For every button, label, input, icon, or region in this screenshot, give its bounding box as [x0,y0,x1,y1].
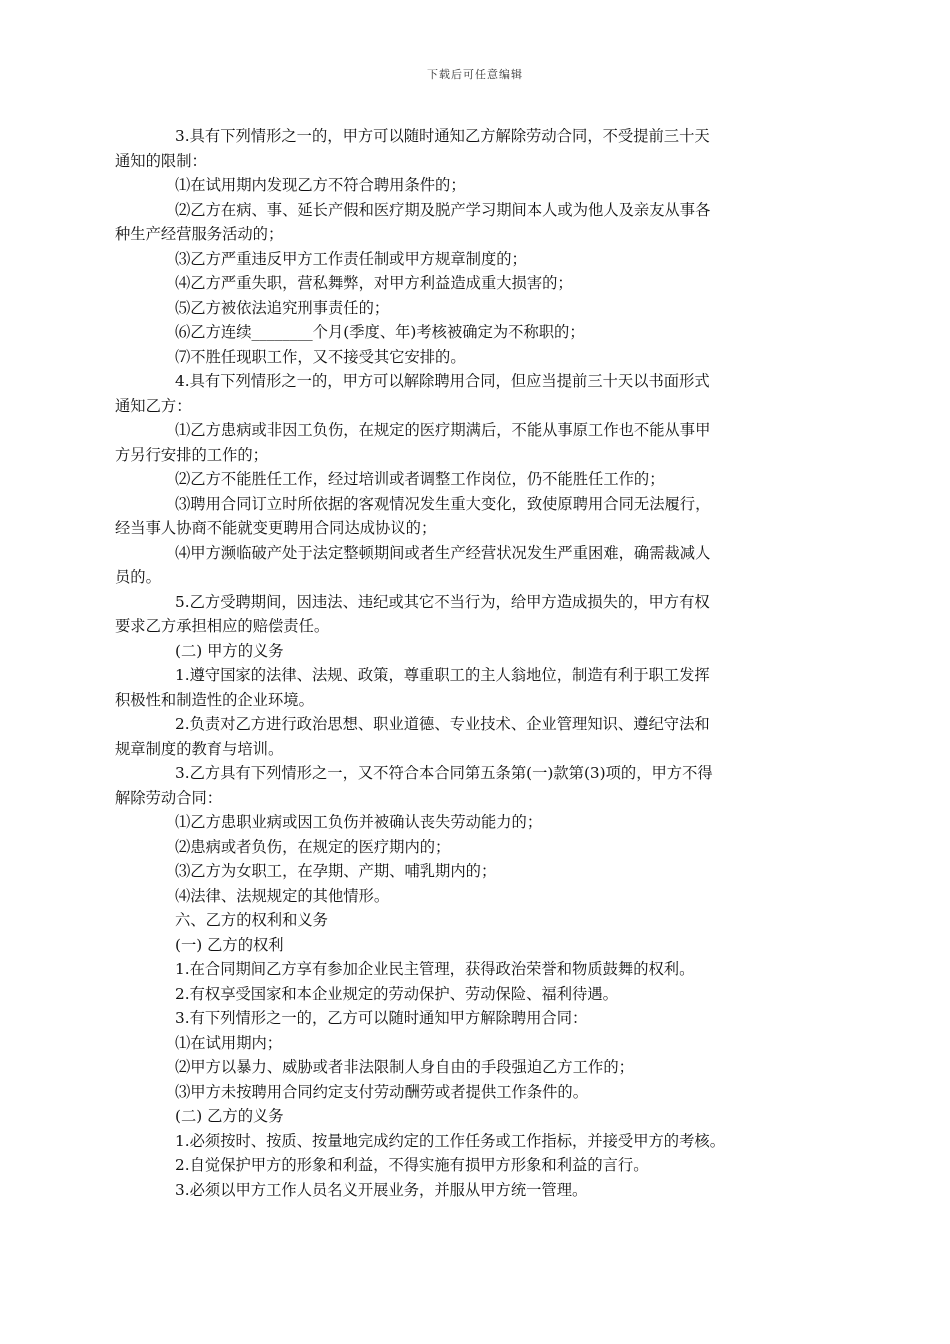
paragraph [145,639,809,664]
text-line: 六、乙方的权利和义务 [175,911,328,929]
paragraph [145,908,809,933]
paragraph [145,1104,809,1129]
text-line: 3.乙方具有下列情形之一，又不符合本合同第五条第(一)款第(3)项的，甲方不得 [175,764,713,782]
text-line: 方另行安排的工作的； [115,445,268,464]
page-header: 下载后可任意编辑 [427,68,523,81]
paragraph [145,859,809,884]
text-line: ⑶甲方未按聘用合同约定支付劳动酬劳或者提供工作条件的。 [175,1082,589,1101]
text-line: 经当事人协商不能就变更聘用合同达成协议的； [115,519,437,537]
text-line: 2.负责对乙方进行政治思想、职业道德、专业技术、企业管理知识、遵纪守法和 [175,715,710,733]
paragraph [145,345,809,370]
text-line: (二) 乙方的义务 [175,1107,284,1125]
paragraph [115,369,809,418]
paragraph [145,810,809,835]
paragraph [145,884,809,909]
text-line: 通知乙方： [115,396,192,415]
text-line: ⑸乙方被依法追究刑事责任的； [175,298,390,317]
paragraph [145,1055,809,1080]
paragraph [145,1031,809,1056]
text-line: 种生产经营服务活动的； [115,225,284,243]
text-line: 通知的限制： [115,151,207,170]
text-line: 积极性和制造性的企业环境。 [115,690,314,709]
text-line: 1.必须按时、按质、按量地完成约定的工作任务或工作指标，并接受甲方的考核。 [175,1131,725,1150]
text-line: 员的。 [115,568,161,586]
paragraph [145,1178,809,1203]
paragraph [145,1153,809,1178]
paragraph [145,835,809,860]
paragraph [145,1006,809,1031]
text-line: ⑴在试用期内发现乙方不符合聘用条件的； [175,176,466,194]
paragraph [145,320,809,345]
paragraph [145,957,809,982]
text-line: 解除劳动合同： [115,788,223,807]
text-line: 4.具有下列情形之一的，甲方可以解除聘用合同，但应当提前三十天以书面形式 [175,372,710,390]
paragraph [115,590,809,639]
paragraph [145,271,809,296]
paragraph [145,1080,809,1105]
text-line: ⑵甲方以暴力、威胁或者非法限制人身自由的手段强迫乙方工作的； [175,1058,634,1076]
paragraph [115,663,809,712]
text-line: 1.遵守国家的法律、法规、政策，尊重职工的主人翁地位，制造有利于职工发挥 [175,666,710,684]
text-line: ⑵患病或者负伤，在规定的医疗期内的； [175,837,451,856]
text-line: 2.自觉保护甲方的形象和利益，不得实施有损甲方形象和利益的言行。 [175,1156,649,1174]
text-line: ⑴在试用期内； [175,1033,283,1052]
paragraph [145,296,809,321]
text-line: 5.乙方受聘期间，因违法、违纪或其它不当行为，给甲方造成损失的，甲方有权 [175,592,710,611]
text-line: 要求乙方承担相应的赔偿责任。 [115,617,330,635]
text-line: 1.在合同期间乙方享有参加企业民主管理，获得政治荣誉和物质鼓舞的权利。 [175,960,695,978]
text-line: 规章制度的教育与培训。 [115,739,284,758]
text-line: 3.有下列情形之一的，乙方可以随时通知甲方解除聘用合同： [175,1009,588,1027]
paragraph [145,982,809,1007]
text-line: ⑴乙方患病或非因工负伤，在规定的医疗期满后，不能从事原工作也不能从事甲 [175,421,711,439]
text-line: ⑺不胜任现职工作，又不接受其它安排的。 [175,347,466,366]
text-line: 3.必须以甲方工作人员名义开展业务，并服从甲方统一管理。 [175,1180,588,1199]
paragraph [115,124,809,173]
paragraph [145,1129,809,1154]
text-line: ⑶聘用合同订立时所依据的客观情况发生重大变化，致使原聘用合同无法履行， [175,494,711,513]
paragraph [145,933,809,958]
document-body [115,124,809,1202]
text-line: ⑶乙方为女职工，在孕期、产期、哺乳期内的； [175,862,497,880]
text-line: ⑶乙方严重违反甲方工作责任制或甲方规章制度的； [175,249,527,268]
paragraph [115,541,809,590]
text-line: ⑷甲方濒临破产处于法定整顿期间或者生产经营状况发生严重困难，确需裁减人 [175,543,711,562]
paragraph [145,467,809,492]
paragraph [115,418,809,467]
text-line: ⑵乙方在病、事、延长产假和医疗期及脱产学习期间本人或为他人及亲友从事各 [175,200,711,219]
paragraph [145,173,809,198]
text-line: (二) 甲方的义务 [175,641,284,660]
paragraph [115,198,809,247]
text-line: 3.具有下列情形之一的，甲方可以随时通知乙方解除劳动合同，不受提前三十天 [175,127,710,145]
text-line: ⑹乙方连续________个月(季度、年)考核被确定为不称职的； [175,323,585,341]
paragraph [145,247,809,272]
text-line: (一) 乙方的权利 [175,935,284,954]
paragraph [115,492,809,541]
text-line: ⑷法律、法规规定的其他情形。 [175,886,390,905]
text-line: 2.有权享受国家和本企业规定的劳动保护、劳动保险、福利待遇。 [175,984,618,1003]
paragraph [115,712,809,761]
paragraph [115,761,809,810]
text-line: ⑵乙方不能胜任工作，经过培训或者调整工作岗位，仍不能胜任工作的； [175,470,665,488]
text-line: ⑷乙方严重失职，营私舞弊，对甲方利益造成重大损害的； [175,274,573,292]
text-line: ⑴乙方患职业病或因工负伤并被确认丧失劳动能力的； [175,813,543,831]
